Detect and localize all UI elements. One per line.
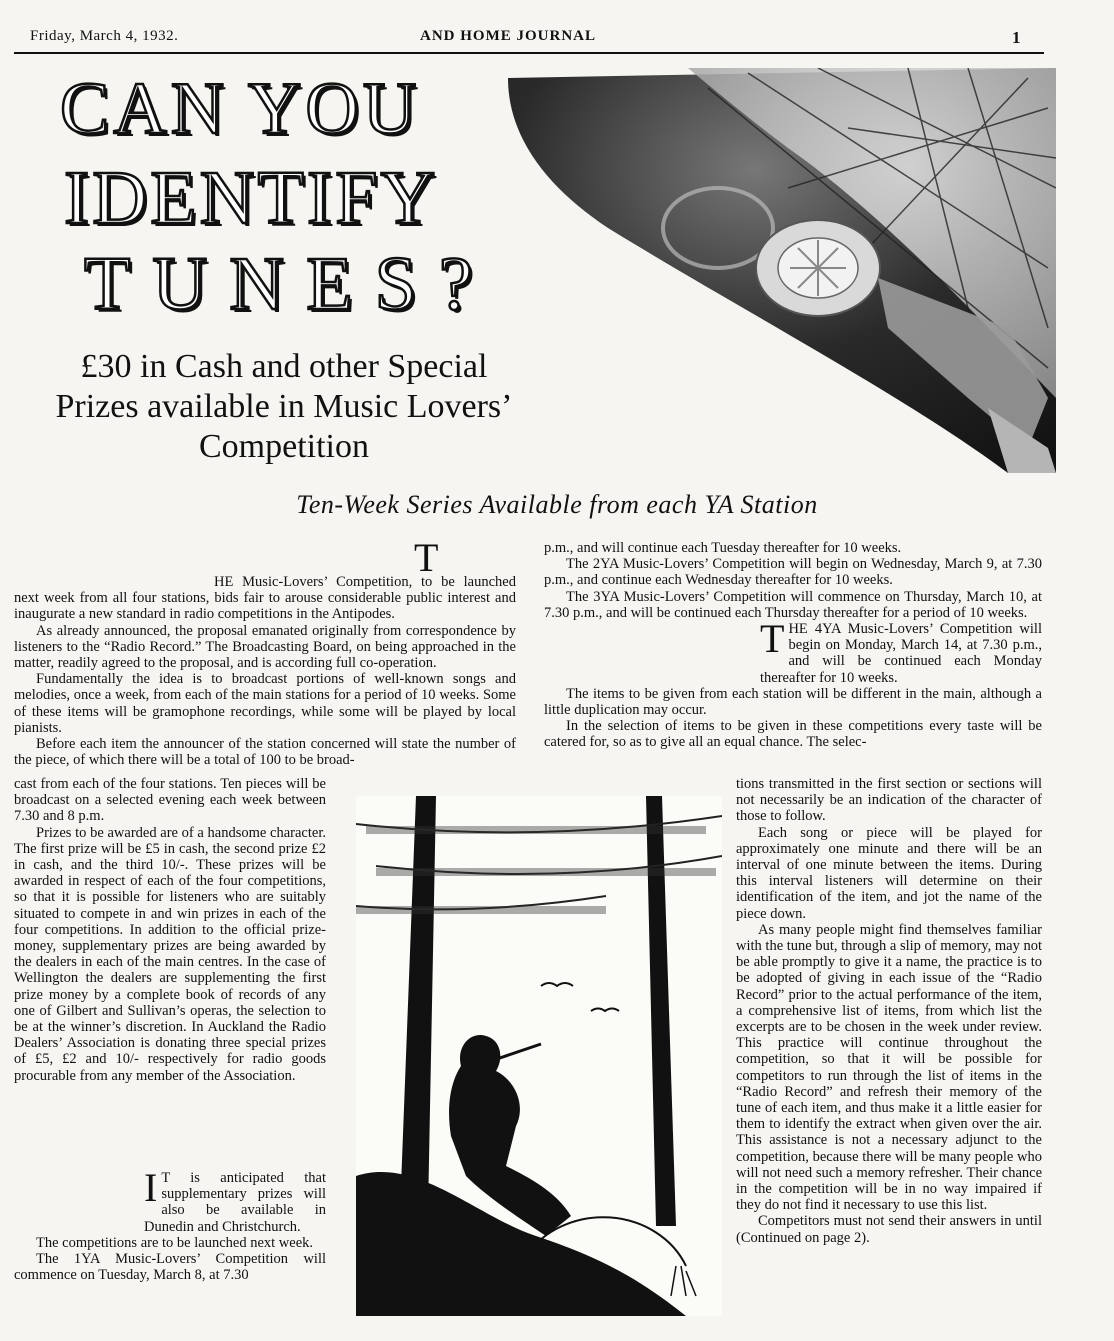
- article-paragraph: Fundamentally the idea is to broadcast portions of well-known songs and melodies, once a week, from each of the main stations for a period of 10 weeks. Some of these items will be gramophone recordings, while some will be played by local pianists.: [14, 671, 516, 736]
- article-paragraph: The 3YA Music-Lovers’ Competition will commence on Thursday, March 10, at 7.30 p.m., and will be continued each Thursday thereafter for a period of 10 weeks.: [544, 588, 1042, 621]
- article-paragraph: HE Music-Lovers’ Competition, to be launched next week from all four stations, bids fair to arouse considerable public interest and inaugurate a new standard in radio competitions in the Antipodes.: [14, 574, 516, 623]
- subtitle-line-1: £30 in Cash and other Special: [80, 348, 488, 385]
- article-paragraph: As many people might find themselves familiar with the tune but, through a slip of memory, may not be able promptly to give it a name, the practice is to be adopted of giving in each issue of the “Radio Record” prior to the actual performance of the item, a comprehensive list of items, from which list the excerpts are to be chosen in the week under review. This practice will continue throughout the competition, so that it will be possible for competitors to run through the list of items in the “Radio Record” and refresh their memory of the tune of each item, and thus make it a little easier for them to identify the extract when given over the air. This assistance is not a necessary adjunct to the competition, because there will be many people who will not need such a memory refresher. Their chance in the competition will be in no way impaired if they do not find it necessary to use this list.: [736, 921, 1042, 1214]
- article-paragraph: Prizes to be awarded are of a handsome character. The first prize will be £5 in cash, the second prize £2 in cash, and the third 10/-. These prizes will be awarded in respect of each of the four competitions, so that it is possible for listeners who are suitably situated to compete in and win prizes in each of the four competitions. In addition to the official prize-money, supplementary prizes are being awarded by the dealers in each of the main centres. In the case of Wellington the dealers are supplementing the first prize money by a complete book of records of any one of Gilbert and Sullivan’s operas, the selection to be at the winner’s discretion. In Auckland the Radio Dealers’ Association is donating three special prizes of £5, £2 and 10/- respectively for radio goods procurable from any member of the Association.: [14, 824, 326, 1084]
- page-number: 1: [1012, 28, 1021, 47]
- article-paragraph: The 2YA Music-Lovers’ Competition will begin on Wednesday, March 9, at 7.30 p.m., and continue each Wednesday thereafter for 10 weeks.: [544, 556, 1042, 589]
- headline-line-2: IDENTIFY: [64, 156, 439, 240]
- article-column-1-narrow: [14, 776, 326, 1084]
- series-heading: Ten-Week Series Available from each YA Station: [296, 490, 818, 519]
- subtitle-line-3: Competition: [199, 428, 369, 465]
- article-column-2-top: [544, 540, 1042, 751]
- article-paragraph: The 1YA Music-Lovers’ Competition will commence on Tuesday, March 8, at 7.30: [14, 1251, 326, 1284]
- dropcap-i: I: [144, 1165, 158, 1210]
- headline-line-3: TUNES?: [84, 242, 495, 326]
- article-paragraph: T is anticipated that supplementary prizes will also be available in Dunedin and Christchurch.: [144, 1170, 326, 1235]
- article-column-1-top: [14, 535, 516, 769]
- subtitle-line-2: Prizes available in Music Lovers’: [55, 388, 513, 425]
- dropcap-t-2: T: [760, 616, 785, 662]
- article-column-1-bottom: [14, 1165, 326, 1284]
- article-paragraph: p.m., and will continue each Tuesday thereafter for 10 weeks.: [544, 540, 902, 556]
- article-paragraph: In the selection of items to be given in these competitions every taste will be catered for, so as to give all an equal chance. The selec-: [544, 718, 1042, 751]
- flute-player-illustration: [356, 796, 722, 1316]
- article-paragraph: HE 4YA Music-Lovers’ Competition will begin on Monday, March 14, at 7.30 p.m., and will be continued each Monday thereafter for 10 weeks.: [760, 621, 1042, 686]
- dropcap-t: T: [414, 535, 439, 580]
- publication-name: AND HOME JOURNAL: [420, 28, 596, 44]
- article-paragraph: The items to be given from each station will be different in the main, although a little duplication may occur.: [544, 685, 1042, 719]
- article-paragraph: Each song or piece will be played for approximately one minute and there will be an interval of one minute between the items. During this interval listeners will determine on their identification of the item, and jot the name of the piece down.: [736, 824, 1042, 922]
- article-paragraph: Competitors must not send their answers in until (Continued on page 2).: [736, 1213, 1042, 1246]
- issue-date: Friday, March 4, 1932.: [30, 28, 179, 44]
- header-rule: [14, 52, 1044, 54]
- article-paragraph: The competitions are to be launched next week.: [36, 1234, 314, 1251]
- article-column-2-narrow: [736, 776, 1042, 1246]
- article-paragraph: Before each item the announcer of the station concerned will state the number of the piece, of which there will be a total of 100 to be broad-: [14, 736, 516, 769]
- gramophone-photo: [488, 68, 1056, 473]
- article-paragraph: As already announced, the proposal emanated originally from correspondence by listeners to the “Radio Record.” The Broadcasting Board, on being approached in the matter, readily agreed to the proposal, and is according full co-operation.: [14, 622, 516, 672]
- headline-line-1: CAN YOU: [60, 68, 421, 150]
- article-paragraph: tions transmitted in the first section or sections will not necessarily be an indication of the character of those to follow.: [736, 776, 1042, 825]
- article-paragraph: cast from each of the four stations. Ten pieces will be broadcast on a selected evening each week between 7.30 and 8 p.m.: [14, 776, 326, 825]
